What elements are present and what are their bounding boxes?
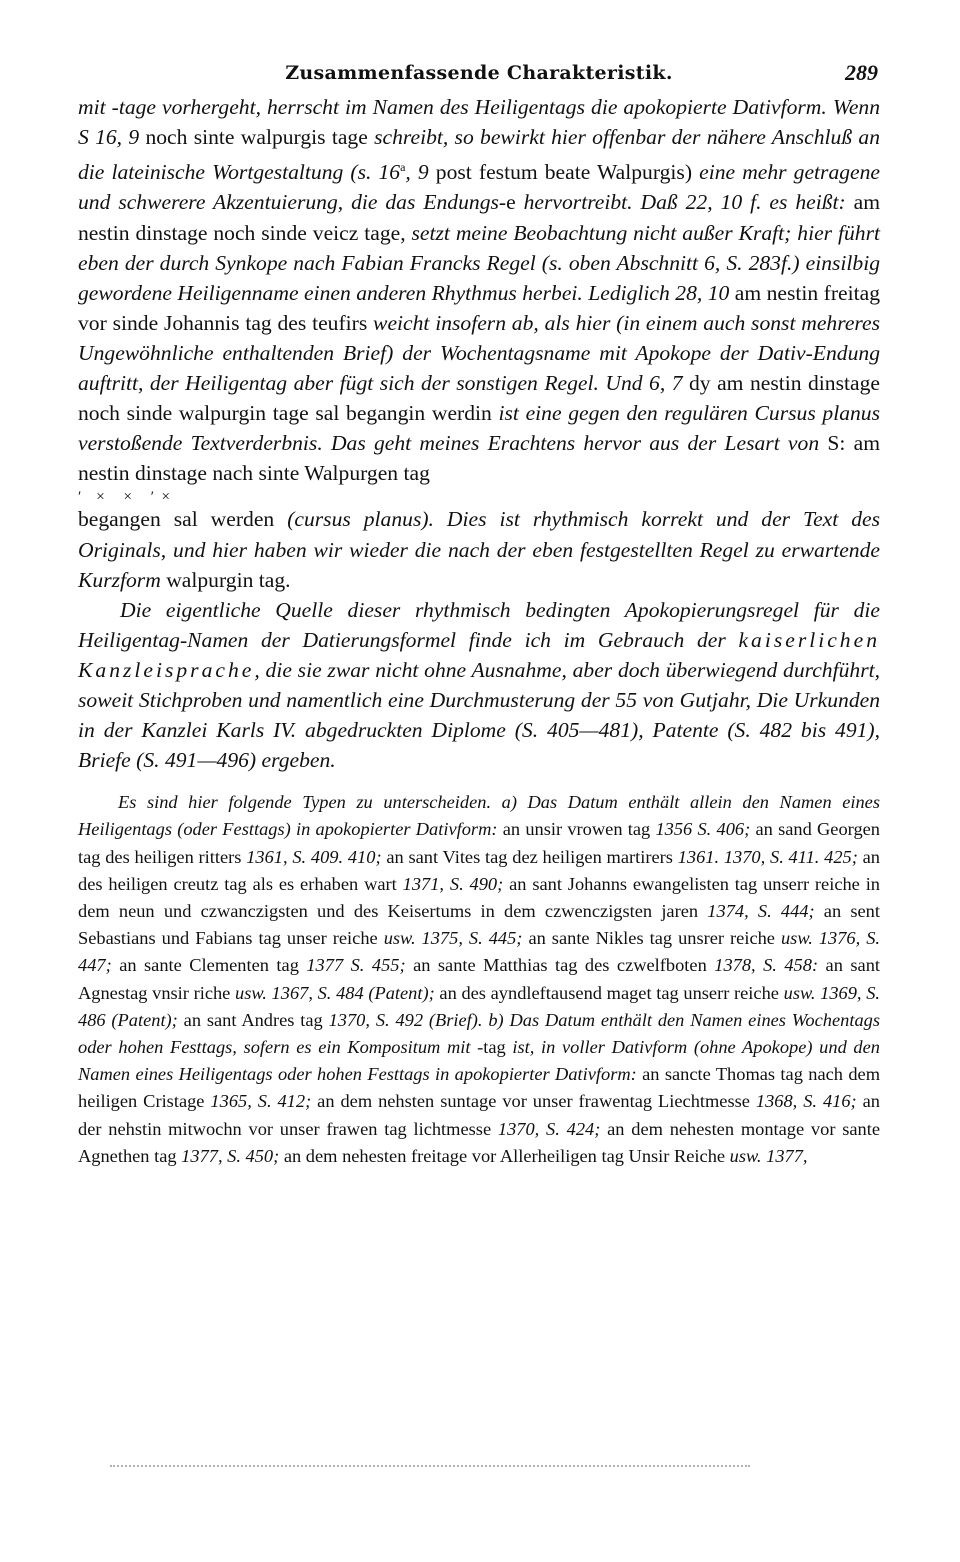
- text-run: 1370, S. 492 (Brief). b) Das Datum enthält den Namen eines Wochentags oder hohen Festtags, sofern es ein Kompositum mit: [78, 1009, 880, 1058]
- paragraph-2: [78, 595, 880, 776]
- text-run: an sant Agnestag vnsir riche: [78, 955, 881, 1003]
- text-run: 1371, S. 490;: [402, 873, 504, 894]
- text-run: Es sind hier folgende Typen zu unterscheiden. a) Das Datum enthält allein den Namen eines Heiligentags (oder Festtags) in apokopierter Dativform:: [78, 792, 880, 840]
- text-run: , 9: [405, 160, 429, 185]
- running-title: Zusammenfassende Charakteristik.: [285, 62, 673, 84]
- text-run: setzt meine Beobachtung nicht außer Kraft; hier führt eben der durch Synkope nach Fabian Francks Regel (s. oben Abschnitt 6, S. 283f.) einsilbig gewordene Heiligenname einen anderen Rhythmus herbei. Lediglich 28, 10: [78, 220, 880, 305]
- text-run: 1356 S. 406;: [655, 819, 751, 840]
- paragraph-1: [78, 92, 880, 488]
- text-run: ist eine gegen den regulären Cursus planus verstoßende Textverderbnis. Das geht meines Erachtens hervor aus der Lesart von: [78, 401, 880, 456]
- text-run: an sancte Thomas tag nach dem heiligen Cristage: [78, 1064, 881, 1112]
- text-run: an des ayndleftausend maget tag unserr reiche: [434, 982, 784, 1003]
- text-run: an sant Johanns ewangelisten tag unserr reiche in dem neun und czwanczigsten und des Keisertums in dem czwenczigsten jaren: [78, 873, 881, 922]
- text-run: 1377 S. 455;: [306, 955, 406, 976]
- text-run: a: [400, 160, 406, 175]
- text-run: an unsir vrowen tag: [497, 819, 656, 840]
- paragraph-3: [78, 792, 880, 1166]
- text-run: an der nehstin mitwochn vor unser frawen tag lichtmesse: [78, 1091, 880, 1139]
- page-header: [78, 58, 880, 92]
- text-run: an dem nehesten freitage vor Allerheiligen tag Unsir Reiche: [279, 1145, 730, 1166]
- text-run: (cursus planus). Dies ist rhythmisch korrekt und der Text des Originals, und hier haben wir wieder die nach der eben festgestellten Regel zu erwartende Kurzform: [78, 507, 881, 592]
- footer-rule: [110, 1465, 750, 1472]
- text-run: 1368, S. 416;: [755, 1091, 857, 1112]
- text-run: usw. 1377,: [729, 1145, 808, 1166]
- text-run: -tag: [470, 1037, 513, 1058]
- text-run: begangen sal werden: [78, 507, 288, 532]
- text-run: usw. 1376, S. 447;: [78, 928, 880, 976]
- text-run: hervortreibt. Daß 22, 10 f. es heißt:: [515, 190, 846, 215]
- text-run: am nestin dinstage noch sinde veicz tage,: [78, 190, 881, 245]
- text-run: an sent Sebastians und Fabians tag unser reiche: [78, 901, 880, 949]
- text-run: an dem nehsten suntage vor unser frawentag Liechtmesse: [311, 1091, 756, 1112]
- text-run: usw. 1367, S. 484 (Patent);: [235, 982, 435, 1003]
- text-run: ist, in voller Dativform (ohne Apokope) und den Namen eines Heiligentags oder hohen Festtags in apokopierter Dativform:: [78, 1037, 880, 1085]
- main-text: [78, 92, 880, 775]
- metrical-marks: ʹ × × ʹ ×: [78, 489, 170, 506]
- text-run: kaiserlichen Kanzleisprache: [78, 627, 880, 682]
- text-run: S: am nestin dinstage nach sinte Walpurgen tag: [78, 431, 880, 486]
- text-run: an dem nehesten montage vor sante Agnethen tag: [78, 1118, 881, 1166]
- text-run: eine mehr getragene und schwerere Akzentuierung, die das Endungs-: [78, 160, 881, 215]
- text-run: an sante Matthias tag des czwelfboten: [405, 955, 715, 976]
- text-run: 1361, S. 409. 410;: [246, 846, 382, 867]
- text-run: mit -tage vorhergeht, herrscht im Namen des Heiligentags die apokopierte Dativform.: [78, 95, 827, 119]
- text-run: noch sinte walpurgis tage: [139, 125, 375, 150]
- text-run: 1365, S. 412;: [210, 1091, 312, 1112]
- text-run: an sante Nikles tag unsrer reiche: [522, 928, 781, 949]
- text-run: 1378, S. 458:: [714, 955, 819, 976]
- text-run: Die eigentliche Quelle dieser rhythmisch bedingten Apokopierungsregel für die Heiligentag-Namen der Datierungsformel finde ich im Gebrauch der: [78, 597, 880, 652]
- text-run: am nestin freitag vor sinde Johannis tag des teufirs: [78, 280, 881, 335]
- text-run: schreibt, so bewirkt hier offenbar der nähere Anschluß an die lateinische Wortgestaltung (s. 16: [78, 125, 881, 185]
- text-run: walpurgin tag.: [160, 567, 291, 592]
- text-run: an des heiligen creutz tag als es erhaben wart: [78, 846, 880, 894]
- document-page: [78, 58, 880, 1170]
- text-run: an sante Clementen tag: [111, 955, 307, 976]
- text-run: dy am nestin dinstage noch sinde walpurgin tage sal begangin werdin: [78, 371, 880, 426]
- text-run: an sand Georgen tag des heiligen ritters: [78, 819, 881, 867]
- text-run: 1370, S. 424;: [497, 1118, 601, 1139]
- text-run: e: [506, 190, 516, 215]
- text-run: weicht insofern ab, als hier (in einem auch sonst mehreres Ungewöhnliche enthaltenden Brief) der Wochentagsname mit Apokope der Dativ-Endung auftritt, der Heiligentag aber fügt sich der sonstigen Regel. Und 6, 7: [78, 310, 880, 396]
- text-run: usw. 1375, S. 445;: [383, 928, 523, 949]
- text-run: 1377, S. 450;: [181, 1145, 280, 1166]
- examples-paragraph: [78, 789, 880, 1170]
- text-run: usw. 1369, S. 486 (Patent);: [78, 982, 880, 1030]
- page-number: 289: [845, 60, 878, 85]
- text-run: an sant Vites tag dez heiligen martirers: [381, 846, 678, 867]
- text-run: 1374, S. 444;: [707, 901, 815, 922]
- text-run: Wenn S 16, 9: [78, 95, 880, 150]
- text-run: post festum beate Walpurgis): [428, 160, 700, 185]
- paragraph-1-continuation: [78, 504, 880, 594]
- text-run: , die sie zwar nicht ohne Ausnahme, aber doch überwiegend durchführt, soweit Stichproben und namentlich eine Durchmusterung der 55 von Gutjahr, Die Urkunden in der Kanzlei Karls IV. abgedruckten Diplome (S. 405—481), Patente (S. 482 bis 491), Briefe (S. 491—496) ergeben.: [78, 657, 880, 773]
- text-run: an sant Andres tag: [177, 1009, 329, 1030]
- text-run: 1361. 1370, S. 411. 425;: [677, 846, 858, 867]
